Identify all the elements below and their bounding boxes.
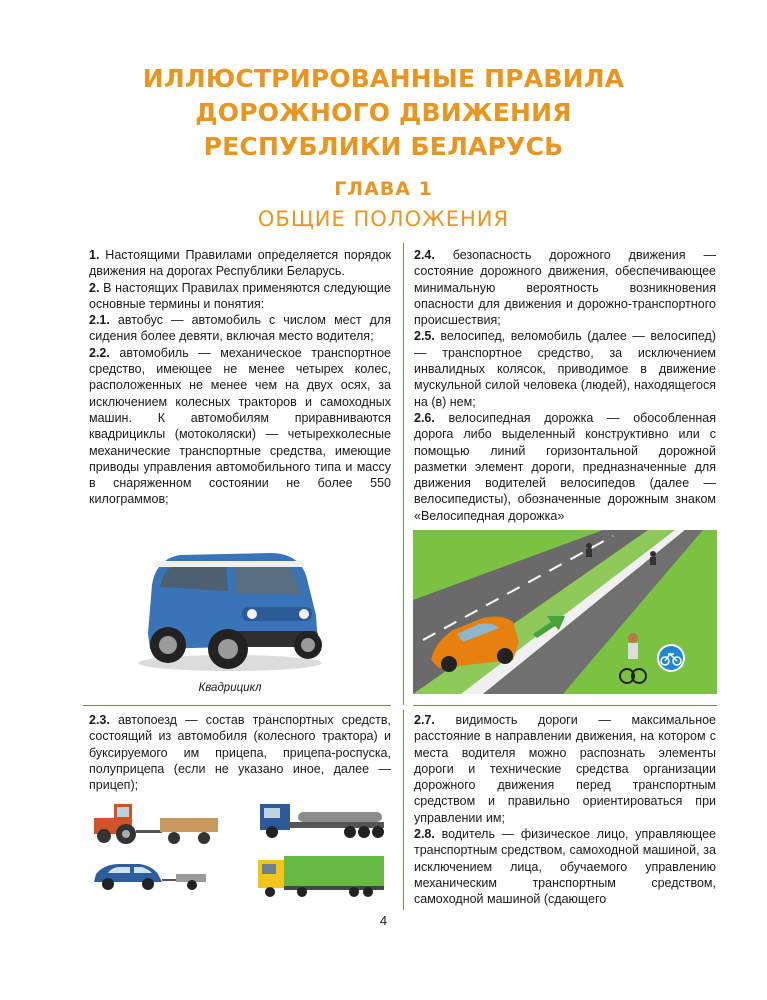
left-section-rule [83, 705, 391, 706]
chapter-heading: ГЛАВА 1 [334, 178, 433, 200]
right-column-bottom-text [414, 712, 716, 908]
right-section-rule [413, 705, 717, 706]
paragraph-2: 2. В настоящих Правилах применяются следующие основные термины и понятия: [89, 280, 391, 311]
paragraph-2-5: 2.5. велосипед, веломобиль (далее — велосипед) — транспортное средство, за исключением инвалидных колясок, приводимое в движение мускульной силой человека (людей), находящегося на (в) нем; [414, 329, 716, 409]
column-divider-top [403, 243, 404, 705]
page-number: 4 [379, 913, 388, 928]
section-heading: ОБЩИЕ ПОЛОЖЕНИЯ [257, 207, 510, 231]
title-line-1: ИЛЛЮСТРИРОВАННЫЕ ПРАВИЛА [142, 64, 625, 93]
bike-lane-illustration [413, 530, 717, 694]
left-column-top-text [89, 247, 391, 508]
title-line-3: РЕСПУБЛИКИ БЕЛАРУСЬ [203, 132, 564, 161]
paragraph-2-7: 2.7. видимость дороги — максимальное расстояние в направлении движения, на котором с места водителя можно распознать элементы дороги и технические средства организации дорожного движения перед транспортным средством и правильно ориентироваться при управлении им; [414, 713, 716, 825]
paragraph-2-3: 2.3. автопоезд — состав транспортных средств, состоящий из автомобиля (колесного трактора) и буксируемого им прицепа, прицепа-роспуска, полуприцепа (если не указано иное, далее — прицеп); [89, 713, 391, 793]
title-line-2: ДОРОЖНОГО ДВИЖЕНИЯ [195, 98, 572, 127]
quadricycle-illustration [130, 545, 330, 675]
paragraph-2-4: 2.4. безопасность дорожного движения — состояние дорожного движения, обеспечивающее минимальную вероятность возникновения опасности для движения и дорожно-транспортного происшествия; [414, 248, 716, 328]
quadricycle-caption: Квадрицикл [198, 682, 262, 694]
paragraph-2-1: 2.1. автобус — автомобиль с числом мест для сидения более девяти, включая место водителя; [89, 313, 391, 344]
paragraph-2-6: 2.6. велосипедная дорожка — обособленная дорога либо выделенный конструктивно или с помощью линий горизонтальной дорожной разметки элемент дороги, предназначенные для движения водителей велосипедов (далее — велосипедисты), обозначенные дорожным знаком «Велосипедная дорожка» [414, 410, 716, 523]
left-column-bottom-text [89, 712, 391, 793]
column-divider-bottom [403, 710, 404, 910]
paragraph-2-2: 2.2. автомобиль — механическое транспортное средство, имеющее не менее четырех колес, расположенных не менее чем на двух осях, за исключением колесных тракторов и самоходных машин. К автомобилям приравниваются квадрициклы (мотоколяски) — четырехколесные механические транспортные средства, имеющие приводы управления автомобильного типа и массу в снаряженном состоянии не более 550 килограммов; [89, 345, 391, 507]
truck-with-trailer-illustration [256, 852, 388, 898]
paragraph-1: 1. Настоящими Правилами определяется порядок движения на дорогах Республики Беларусь. [89, 248, 391, 279]
truck-with-semitrailer-illustration [258, 800, 388, 840]
right-column-top-text [414, 247, 716, 524]
tractor-with-trailer-illustration [92, 800, 222, 848]
car-with-trailer-illustration [90, 860, 220, 894]
paragraph-2-8: 2.8. водитель — физическое лицо, управляющее транспортным средством, самоходной машиной, за исключением лица, обучаемого управлению механическим транспортным средством, самоходной машиной (сдающего [414, 827, 716, 907]
